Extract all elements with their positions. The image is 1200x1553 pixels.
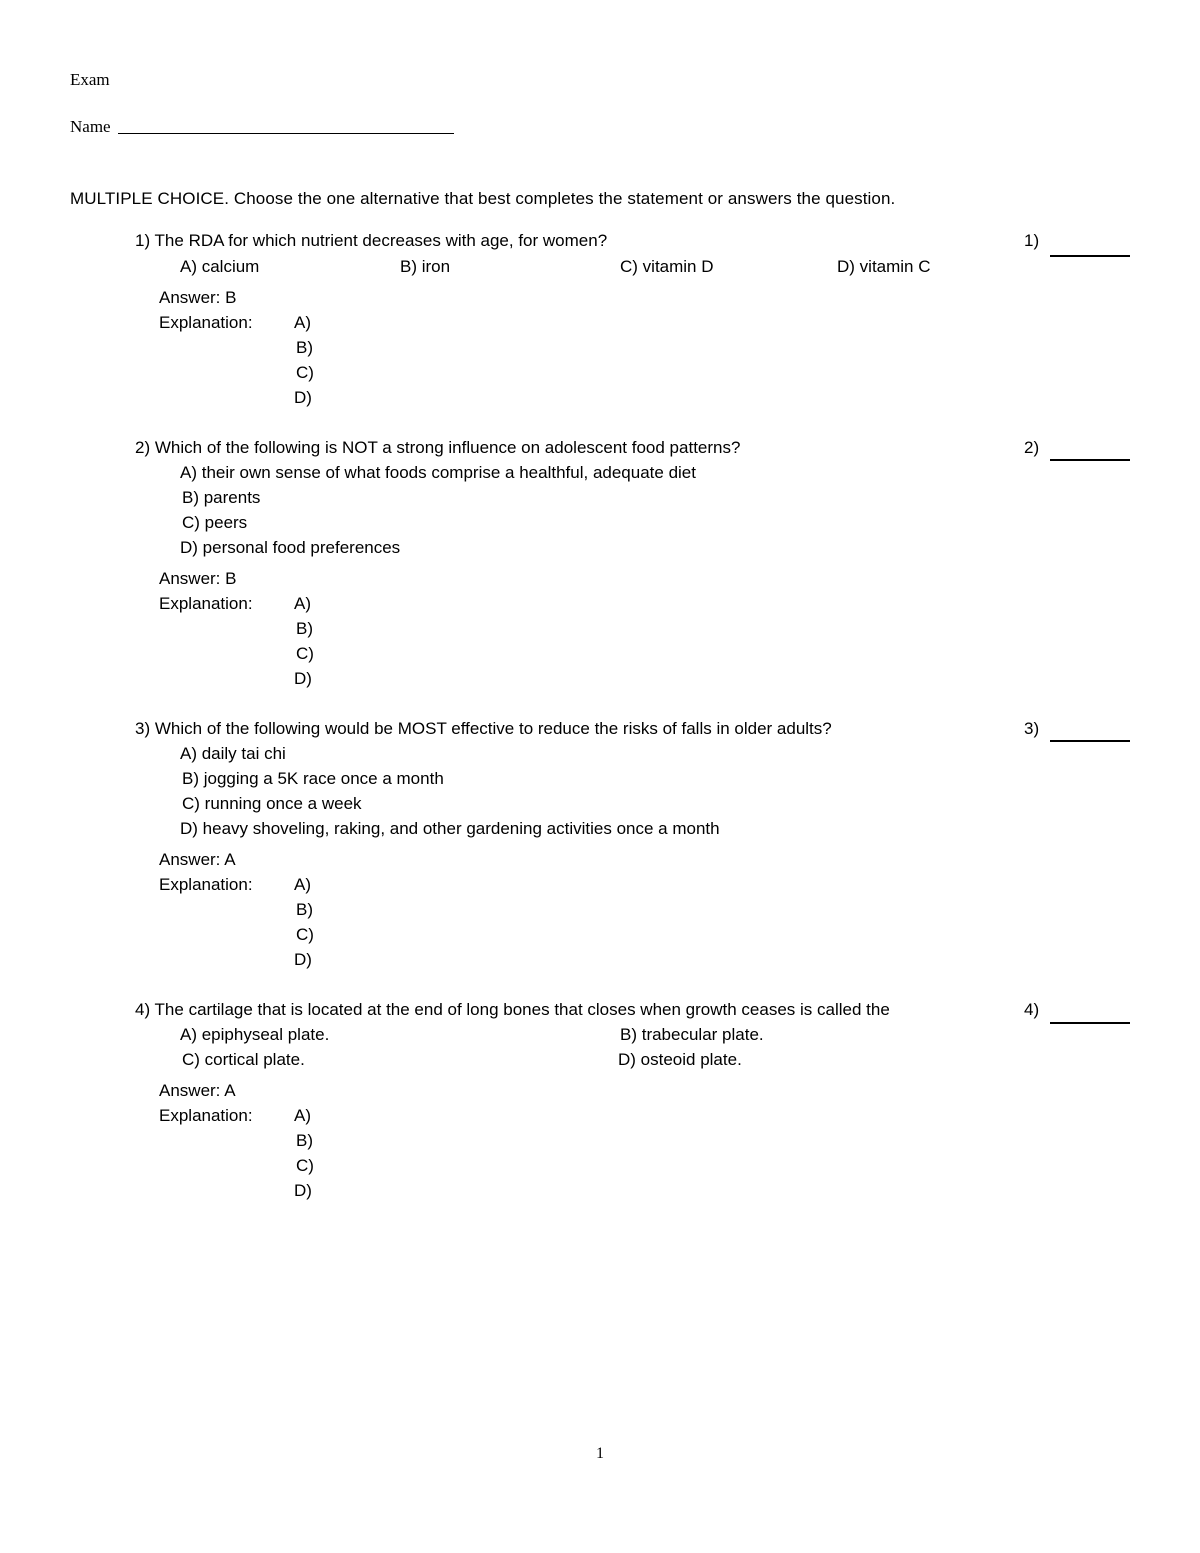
explanation-letter: A) [294, 875, 311, 894]
exam-title: Exam [70, 70, 110, 89]
explanation-letter: A) [294, 1106, 311, 1125]
explanation-letter: B) [296, 900, 313, 919]
explanation-letter: D) [294, 669, 312, 688]
choice: A) their own sense of what foods comprise a healthful, adequate diet [180, 463, 696, 482]
name-field-line[interactable] [118, 133, 454, 134]
name-label: Name [70, 117, 111, 136]
answer-value: B [225, 288, 237, 307]
answer-blank-number: 1) [1024, 231, 1040, 250]
answer-blank[interactable] [1050, 255, 1130, 257]
question-text: The RDA for which nutrient decreases with age, for women? [154, 231, 608, 250]
answer-label: Answer: [159, 1081, 221, 1100]
instructions: MULTIPLE CHOICE. Choose the one alternative that best completes the statement or answers the question. [70, 189, 896, 208]
choice: D) osteoid plate. [618, 1050, 742, 1069]
choice: A) daily tai chi [180, 744, 286, 763]
choice: A) calcium [180, 257, 260, 276]
answer-blank-number: 2) [1024, 438, 1040, 457]
answer-value: A [224, 1081, 236, 1100]
question-text: The cartilage that is located at the end of long bones that closes when growth ceases is called the [154, 1000, 890, 1019]
answer-label: Answer: [159, 569, 221, 588]
answer-blank[interactable] [1050, 1022, 1130, 1024]
answer-blank-number: 4) [1024, 1000, 1040, 1019]
explanation-letter: C) [296, 363, 314, 382]
explanation-label: Explanation: [159, 313, 253, 332]
explanation-letter: C) [296, 925, 314, 944]
choice: C) vitamin D [620, 257, 714, 276]
answer-value: A [224, 850, 236, 869]
explanation-label: Explanation: [159, 594, 253, 613]
choice: C) peers [182, 513, 248, 532]
choice: D) personal food preferences [180, 538, 401, 557]
choice: D) vitamin C [837, 257, 931, 276]
question-text: Which of the following would be MOST effective to reduce the risks of falls in older adults? [154, 719, 832, 738]
page-number: 1 [596, 1445, 604, 1462]
explanation-letter: C) [296, 644, 314, 663]
question-text: Which of the following is NOT a strong influence on adolescent food patterns? [154, 438, 741, 457]
answer-blank[interactable] [1050, 459, 1130, 461]
choice: B) trabecular plate. [620, 1025, 764, 1044]
question-number: 4) [135, 1000, 151, 1019]
explanation-letter: D) [294, 388, 312, 407]
explanation-letter: B) [296, 619, 313, 638]
answer-value: B [225, 569, 237, 588]
explanation-label: Explanation: [159, 875, 253, 894]
answer-label: Answer: [159, 288, 221, 307]
explanation-letter: C) [296, 1156, 314, 1175]
choice: B) parents [182, 488, 261, 507]
explanation-letter: B) [296, 338, 313, 357]
choice: D) heavy shoveling, raking, and other gardening activities once a month [180, 819, 720, 838]
answer-blank-number: 3) [1024, 719, 1040, 738]
answer-blank[interactable] [1050, 740, 1130, 742]
choice: B) jogging a 5K race once a month [182, 769, 444, 788]
explanation-letter: D) [294, 950, 312, 969]
question-number: 1) [135, 231, 151, 250]
choice: C) running once a week [182, 794, 362, 813]
explanation-label: Explanation: [159, 1106, 253, 1125]
question-number: 2) [135, 438, 151, 457]
explanation-letter: A) [294, 313, 311, 332]
explanation-letter: B) [296, 1131, 313, 1150]
explanation-letter: D) [294, 1181, 312, 1200]
explanation-letter: A) [294, 594, 311, 613]
question-number: 3) [135, 719, 151, 738]
choice: C) cortical plate. [182, 1050, 305, 1069]
answer-label: Answer: [159, 850, 221, 869]
choice: B) iron [400, 257, 451, 276]
choice: A) epiphyseal plate. [180, 1025, 330, 1044]
